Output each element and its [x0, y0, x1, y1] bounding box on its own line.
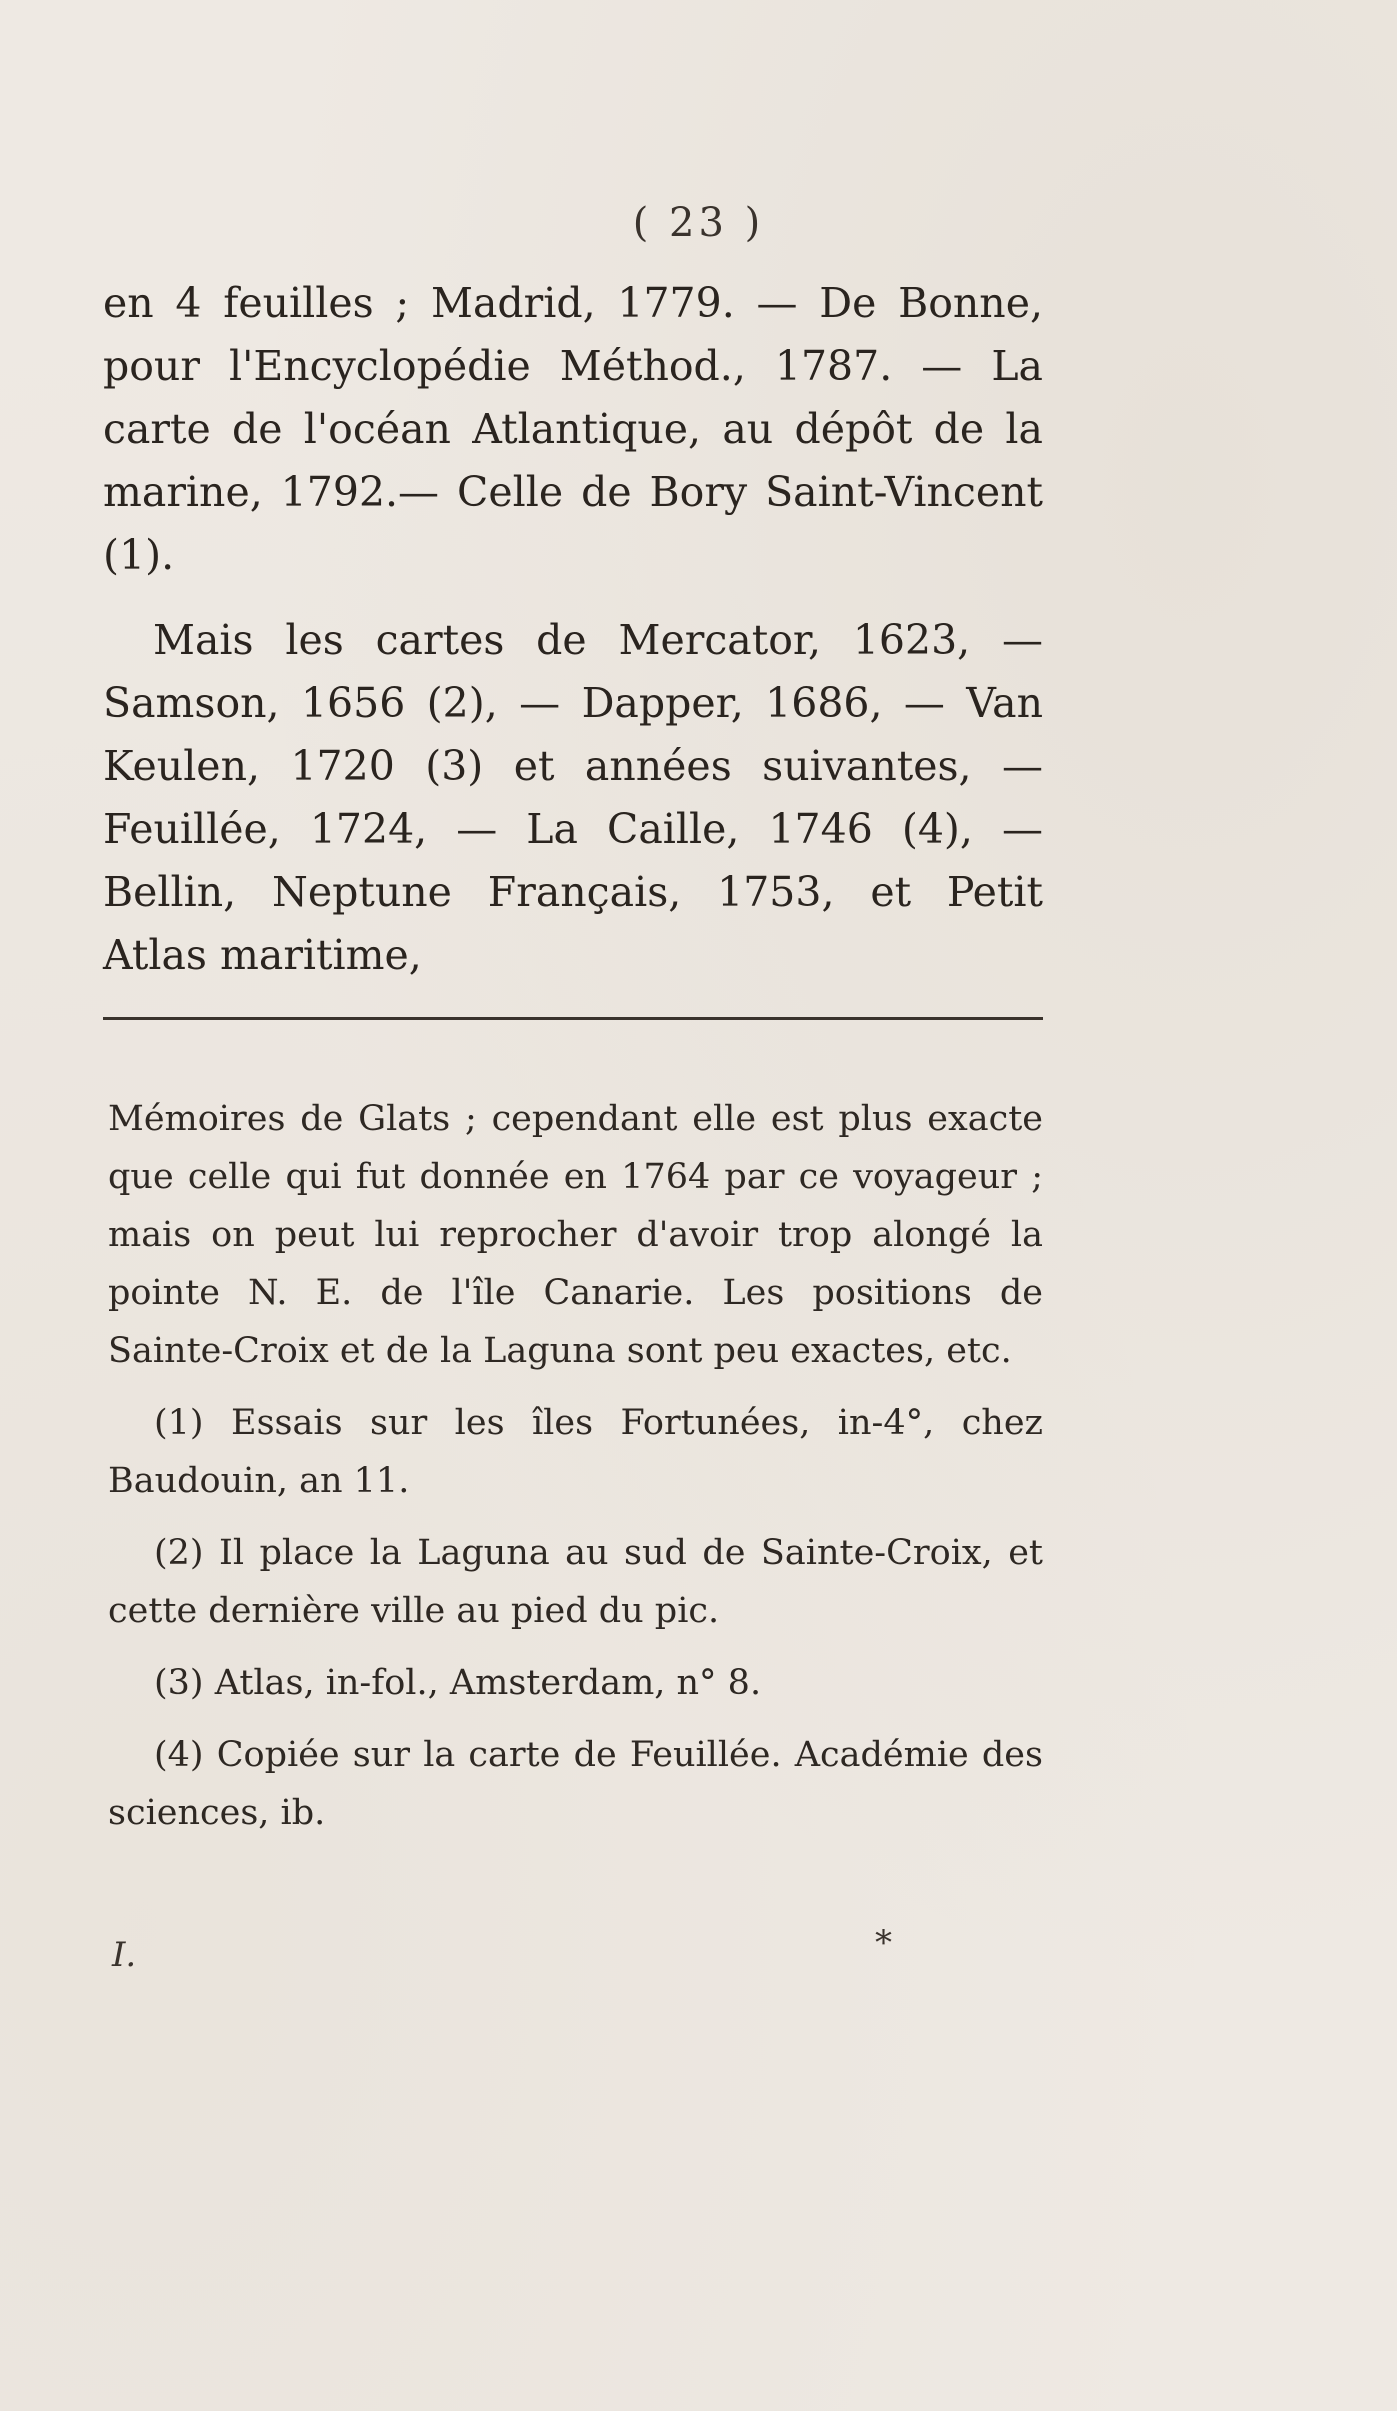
- footnote-separator-rule: [103, 1017, 1043, 1020]
- body-paragraph-1: en 4 feuilles ; Madrid, 1779. — De Bonne, pour l'Encyclopédie Méthod., 1787. — La carte de l'océan Atlantique, au dépôt de la marine, 1792.— Celle de Bory Saint-Vincent (1).: [103, 279, 1043, 579]
- main-text: [103, 272, 1043, 987]
- footnote-1: (1) Essais sur les îles Fortunées, in-4°, chez Baudouin, an 11.: [108, 1403, 1043, 1501]
- footnotes-section: [108, 1090, 1043, 1856]
- signature-mark: I.: [112, 1935, 137, 1975]
- asterisk-mark: *: [875, 1923, 892, 1963]
- footnote-3: (3) Atlas, in-fol., Amsterdam, n° 8.: [154, 1663, 762, 1703]
- footnote-4: (4) Copiée sur la carte de Feuillée. Académie des sciences, ib.: [108, 1735, 1043, 1833]
- page-number-header: ( 23 ): [632, 200, 765, 246]
- body-paragraph-2: Mais les cartes de Mercator, 1623, — Samson, 1656 (2), — Dapper, 1686, — Van Keulen, 1720 (3) et années suivantes, — Feuillée, 1724, — La Caille, 1746 (4), — Bellin, Neptune Français, 1753, et Petit Atlas maritime,: [103, 616, 1043, 979]
- footnote-2: (2) Il place la Laguna au sud de Sainte-Croix, et cette dernière ville au pied du pic.: [108, 1533, 1043, 1631]
- footnote-continuation: Mémoires de Glats ; cependant elle est plus exacte que celle qui fut donnée en 1764 par ce voyageur ; mais on peut lui reprocher d'avoir trop alongé la pointe N. E. de l'île Canarie. Les positions de Sainte-Croix et de la Laguna sont peu exactes, etc.: [108, 1099, 1043, 1371]
